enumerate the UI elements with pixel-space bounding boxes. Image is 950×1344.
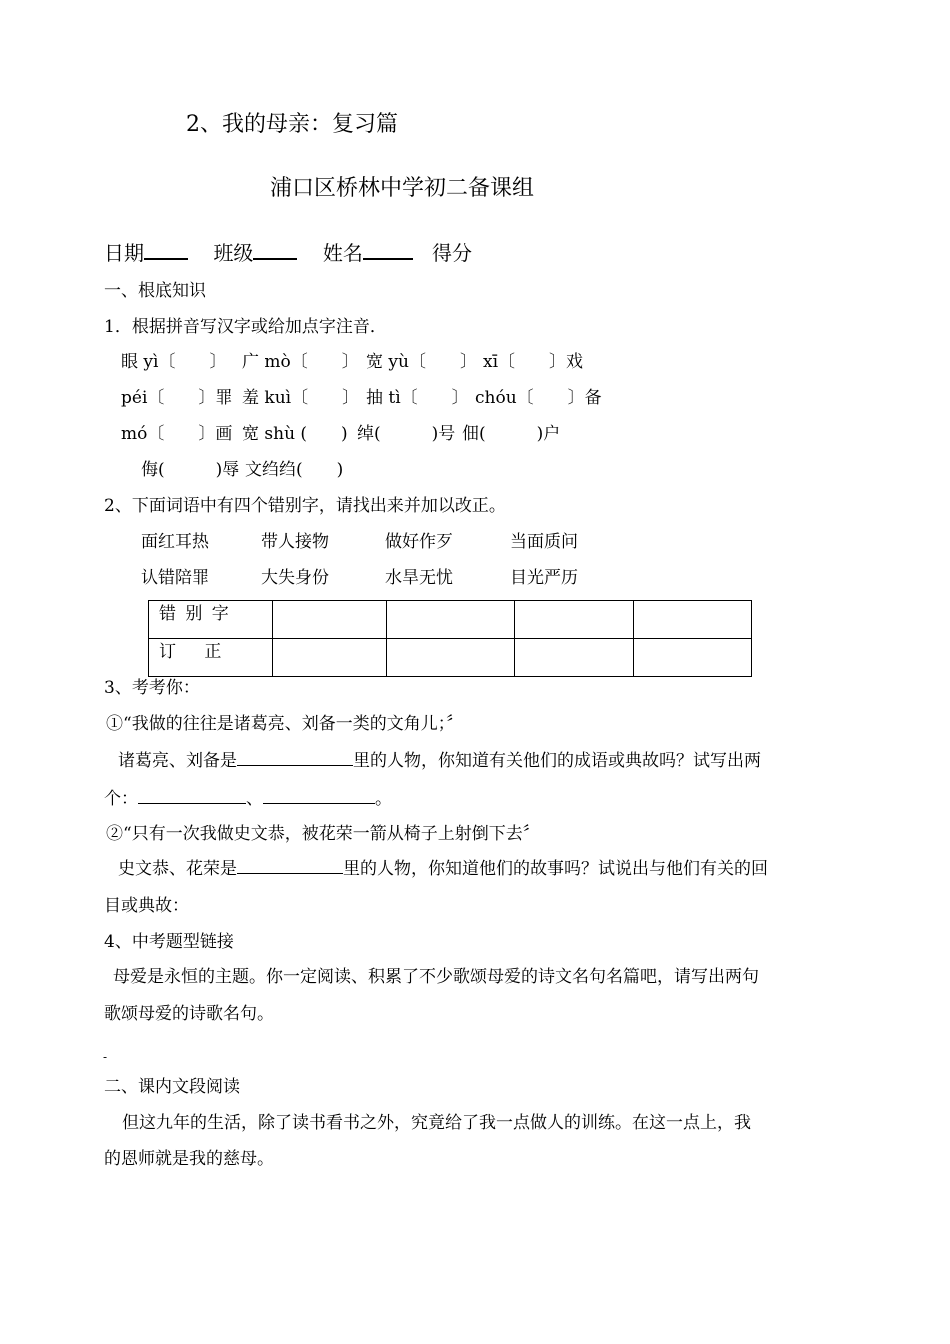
name-blank[interactable] [363, 240, 413, 260]
score-label: 得分 [431, 241, 472, 265]
q4-prompt: 4、中考题型链接 [104, 932, 234, 952]
section1-heading: 一、根底知识 [104, 281, 206, 301]
q2-word: 带人接物 [261, 532, 329, 552]
q1-row2-b: 羞 kuì〔 〕 [242, 388, 360, 408]
q1-row4-a: 侮( )辱 [141, 460, 240, 480]
q1-row2-a: péi〔 〕罪 [121, 388, 233, 408]
wrong-char-label: 错 别 字 [149, 601, 273, 639]
date-label: 日期 [104, 241, 144, 265]
answer-cell[interactable] [273, 601, 387, 639]
section2-text-b: 的恩师就是我的慈母。 [104, 1149, 274, 1169]
q3-item1-text-a: 诸葛亮、刘备是 [118, 751, 237, 771]
class-label: 班级 [213, 241, 254, 265]
q4-text-a: 母爱是永恒的主题。你一定阅读、积累了不少歌颂母爱的诗文名句名篇吧，请写出两句 [113, 967, 759, 987]
section2-text-a: 但这九年的生活，除了读书看书之外，究竟给了我一点做人的训练。在这一点上，我 [122, 1113, 751, 1133]
q1-row1-c: 宽 yù〔 〕 [366, 352, 477, 372]
q1-row4-b: 文绉绉( ) [245, 460, 344, 480]
q1-row1-a: 眼 yì〔 〕 [121, 352, 227, 372]
q3-item2-quote: ②“只有一次我做史文恭，被花荣一箭从椅子上射倒下去〞 [106, 824, 540, 844]
answer-cell[interactable] [515, 601, 634, 639]
correction-label: 订 正 [149, 639, 273, 677]
q2-word: 目光严历 [510, 568, 578, 588]
answer-cell[interactable] [634, 601, 752, 639]
q3-item1-answers [104, 787, 392, 810]
answer-blank[interactable] [263, 787, 375, 804]
q3-item2-text-c: 目或典故： [104, 896, 189, 916]
q2-prompt: 2、下面词语中有四个错别字，请找出来并加以改正。 [104, 496, 506, 516]
correction-table [148, 600, 752, 677]
period: 。 [375, 789, 392, 809]
section2-heading: 二、课内文段阅读 [104, 1077, 240, 1097]
q3-prompt: 3、考考你： [104, 678, 200, 698]
q1-row1-b: 广 mò〔 〕 [242, 352, 359, 372]
q1-row3-a: mó〔 〕画 [121, 424, 233, 444]
q3-item1-line [118, 749, 761, 772]
q3-item1-text-b: 里的人物，你知道有关他们的成语或典故吗？试写出两 [353, 751, 761, 771]
answer-cell[interactable] [273, 639, 387, 677]
answer-blank[interactable] [237, 857, 343, 874]
header-fields [104, 240, 472, 266]
class-blank[interactable] [253, 240, 297, 260]
table-row [149, 639, 752, 677]
q3-item1-quote: ①“我做的往往是诸葛亮、刘备一类的文角儿；〞 [106, 714, 464, 734]
q2-word: 大失身份 [261, 568, 329, 588]
q3-item2-line [118, 857, 768, 880]
q1-row2-d: chóu〔 〕备 [475, 388, 602, 408]
q2-word: 面红耳热 [141, 532, 209, 552]
separator: 、 [246, 789, 263, 809]
name-label: 姓名 [322, 241, 363, 265]
q1-row2-c: 抽 tì〔 〕 [366, 388, 469, 408]
q2-word: 水旱无忧 [385, 568, 453, 588]
q3-item2-text-a: 史文恭、花荣是 [118, 859, 237, 879]
q2-word: 做好作歹 [385, 532, 453, 552]
answer-blank[interactable] [237, 749, 353, 766]
table-row [149, 601, 752, 639]
page-title: 2、我的母亲：复习篇 [186, 112, 398, 137]
q1-row3-b: 宽 shù ( ) [242, 424, 348, 444]
q1-row3-d: 佃( )户 [462, 424, 561, 444]
q1-row1-d: xī〔 〕戏 [483, 352, 584, 372]
q2-word: 认错陪罪 [141, 568, 209, 588]
q1-prompt: 1．根据拼音写汉字或给加点字注音． [104, 317, 387, 337]
page-subtitle: 浦口区桥林中学初二备课组 [270, 176, 535, 201]
answer-cell[interactable] [515, 639, 634, 677]
date-blank[interactable] [144, 240, 188, 260]
q1-row3-c: 绰( )号 [357, 424, 456, 444]
q3-item1-text-c: 个： [104, 789, 138, 809]
dash-mark: - [103, 1050, 108, 1064]
answer-cell[interactable] [387, 601, 515, 639]
q2-word: 当面质问 [510, 532, 578, 552]
answer-blank[interactable] [138, 787, 246, 804]
answer-cell[interactable] [634, 639, 752, 677]
q4-text-b: 歌颂母爱的诗歌名句。 [104, 1004, 274, 1024]
q3-item2-text-b: 里的人物，你知道他们的故事吗？试说出与他们有关的回 [343, 859, 768, 879]
answer-cell[interactable] [387, 639, 515, 677]
